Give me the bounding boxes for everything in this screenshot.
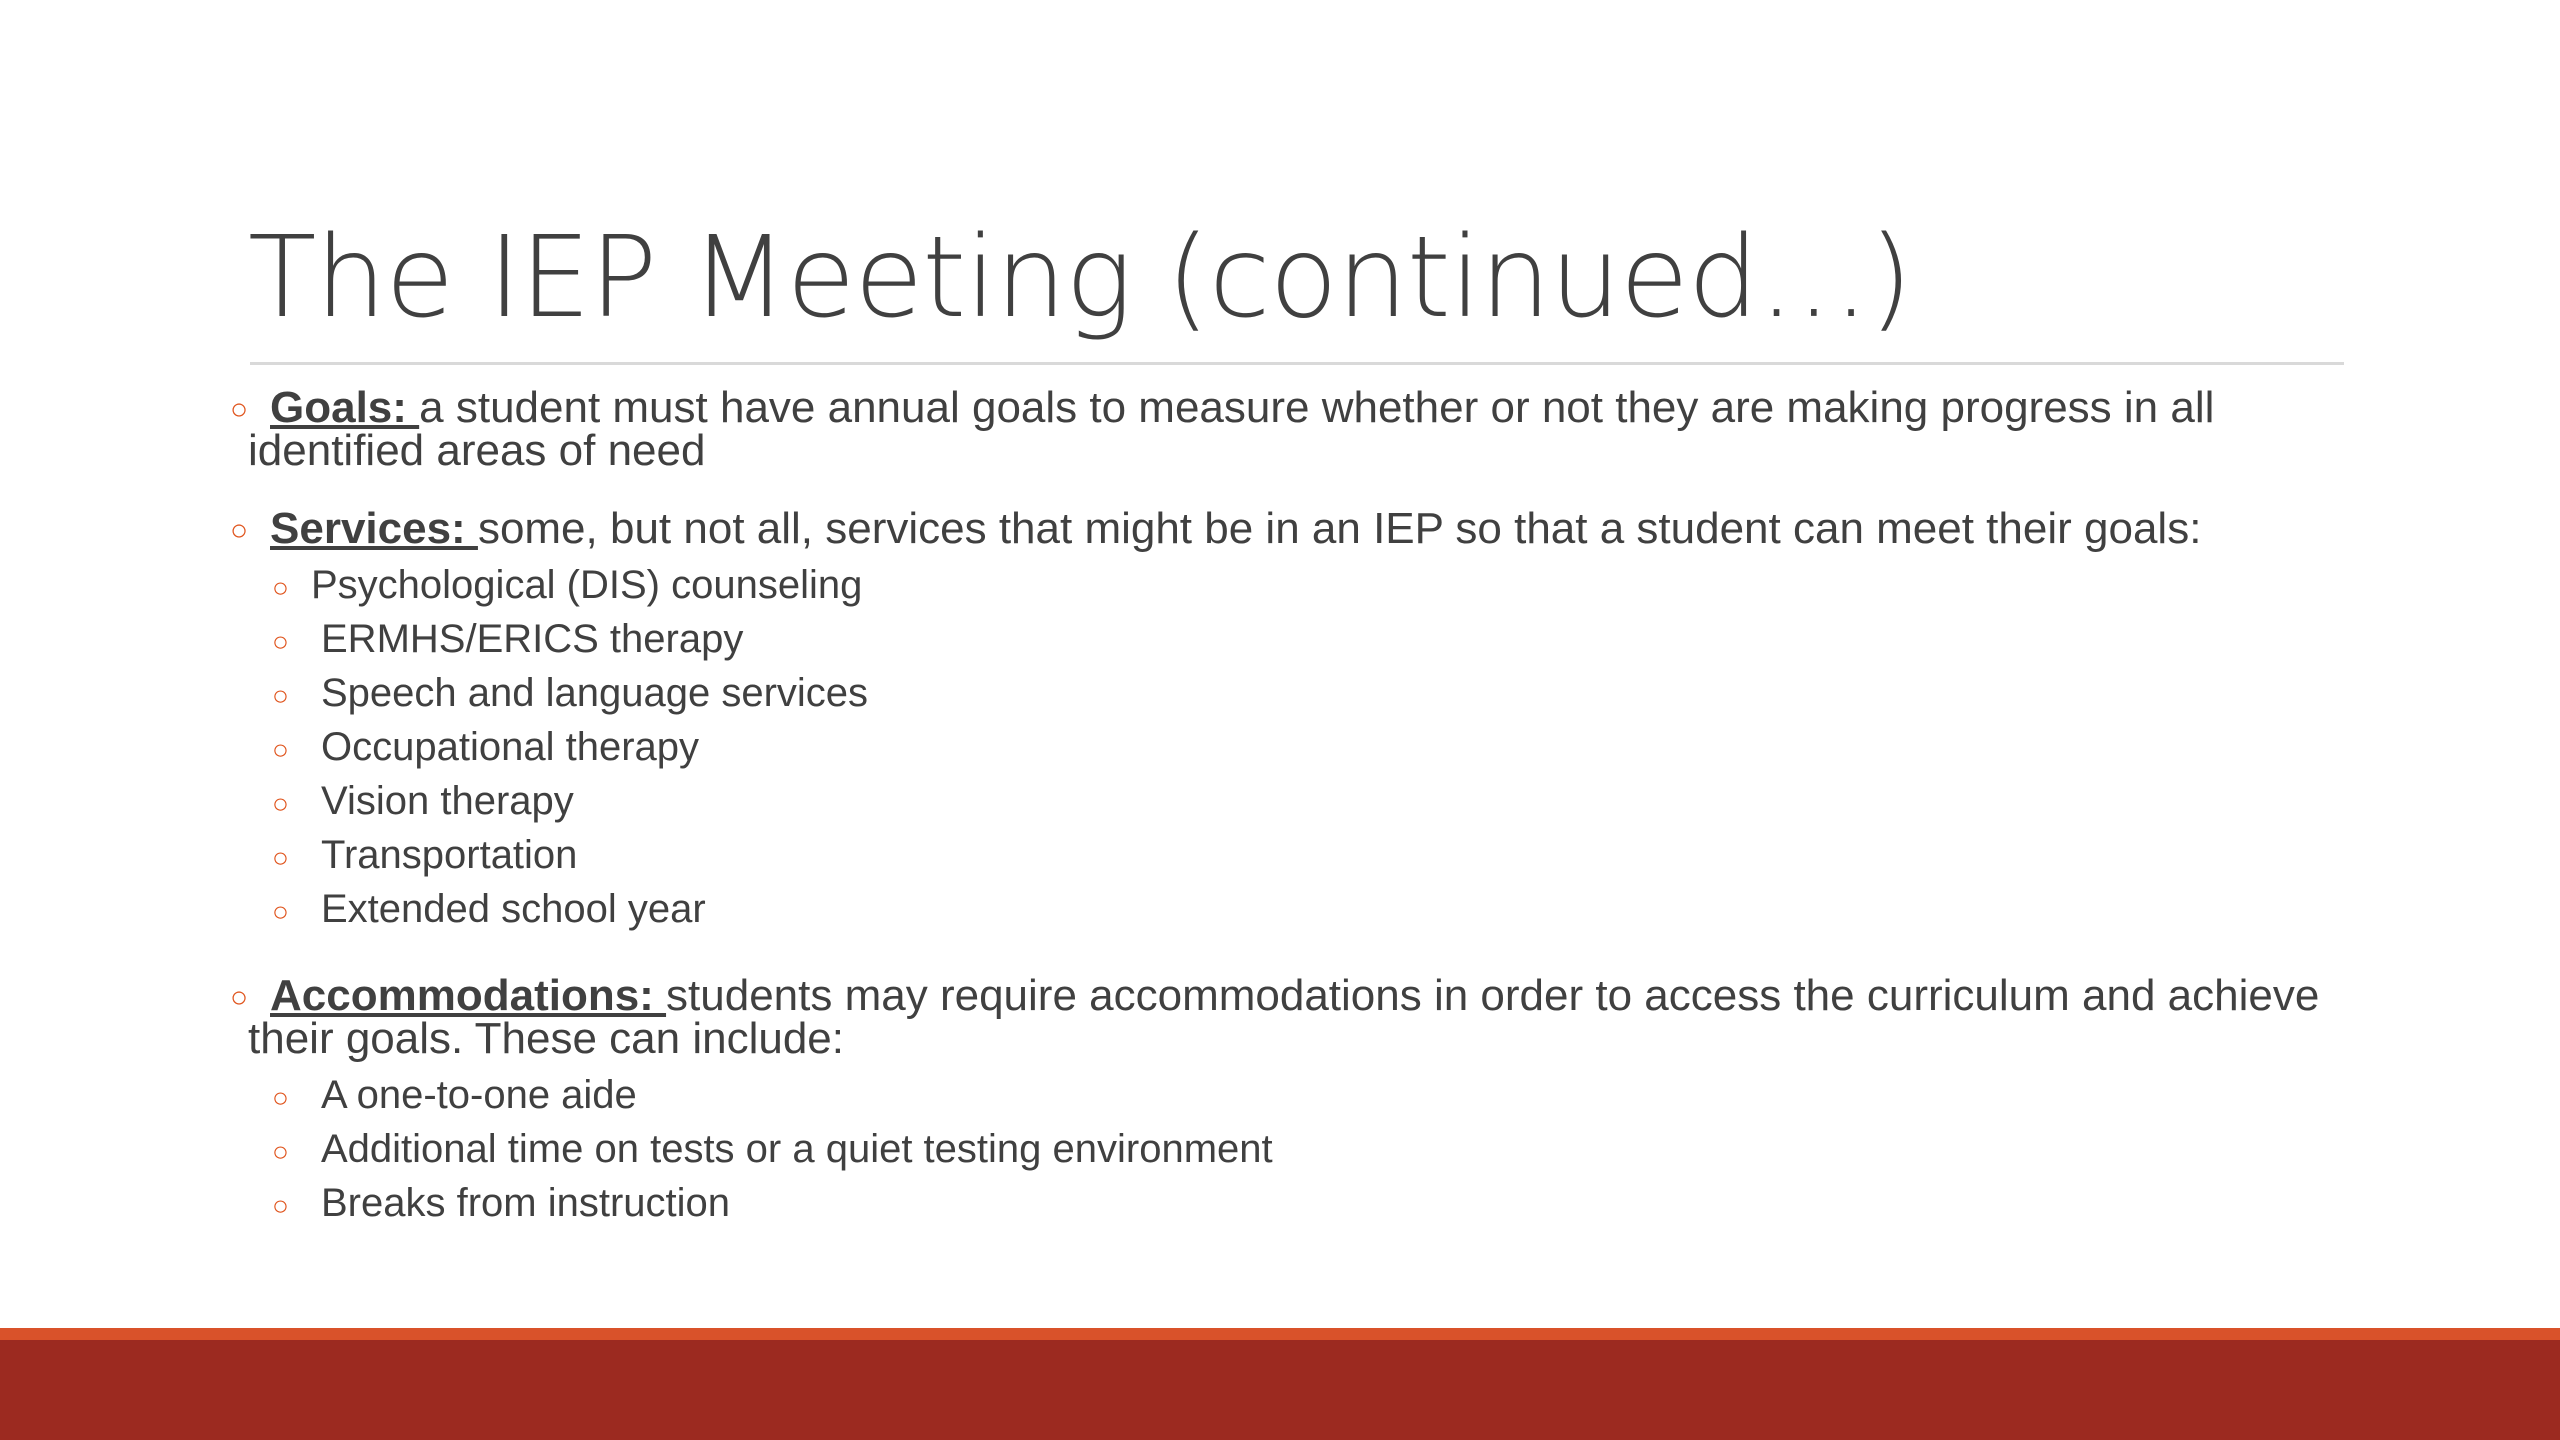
list-item-text: Extended school year	[321, 887, 706, 931]
hollow-circle-bullet-icon: ○	[272, 896, 289, 927]
hollow-circle-bullet-icon: ○	[230, 393, 249, 426]
bullet-text: students may require accommodations in order to access the curriculum and achieve their goals. These can include:	[248, 971, 2320, 1063]
bullet-term: Goals:	[270, 383, 420, 432]
hollow-circle-bullet-icon: ○	[272, 1136, 289, 1167]
list-item-text: Additional time on tests or a quiet testing environment	[321, 1127, 1273, 1171]
bullet-accommodations	[228, 971, 2338, 1063]
list-item	[228, 720, 2338, 774]
list-item	[228, 558, 2338, 612]
list-item	[228, 828, 2338, 882]
list-item	[228, 1176, 2338, 1230]
list-item-text: Vision therapy	[321, 779, 574, 823]
hollow-circle-bullet-icon: ○	[272, 842, 289, 873]
hollow-circle-bullet-icon: ○	[230, 981, 249, 1014]
list-item-text: Breaks from instruction	[321, 1181, 731, 1225]
bullet-text: a student must have annual goals to measure whether or not they are making progress in all identified areas of need	[248, 383, 2215, 475]
slide-body	[228, 383, 2338, 1268]
title-divider	[250, 362, 2344, 365]
bullet-text: some, but not all, services that might be in an IEP so that a student can meet their goals:	[477, 504, 2202, 553]
list-item	[228, 666, 2338, 720]
hollow-circle-bullet-icon: ○	[272, 734, 289, 765]
bullet-services	[228, 504, 2338, 553]
list-item	[228, 882, 2338, 936]
hollow-circle-bullet-icon: ○	[272, 1082, 289, 1113]
accommodations-sublist	[228, 1068, 2338, 1230]
list-item-text: Occupational therapy	[321, 725, 700, 769]
hollow-circle-bullet-icon: ○	[272, 626, 289, 657]
list-item-text: ERMHS/ERICS therapy	[321, 617, 744, 661]
list-item	[228, 1122, 2338, 1176]
list-item-text: Speech and language services	[321, 671, 869, 715]
list-item-text: Transportation	[321, 833, 578, 877]
bullet-term: Accommodations:	[270, 971, 667, 1020]
list-item-text: A one-to-one aide	[321, 1073, 637, 1117]
services-sublist	[228, 558, 2338, 936]
slide-title: The IEP Meeting (continued…)	[248, 213, 1912, 343]
bullet-goals	[228, 383, 2338, 475]
footer-accent-stripe	[0, 1328, 2560, 1340]
hollow-circle-bullet-icon: ○	[272, 788, 289, 819]
bullet-term: Services:	[270, 504, 478, 553]
list-item-text: Psychological (DIS) counseling	[311, 563, 863, 607]
hollow-circle-bullet-icon: ○	[272, 680, 289, 711]
list-item	[228, 774, 2338, 828]
hollow-circle-bullet-icon: ○	[272, 572, 289, 603]
footer-band	[0, 1328, 2560, 1440]
hollow-circle-bullet-icon: ○	[272, 1190, 289, 1221]
list-item	[228, 612, 2338, 666]
hollow-circle-bullet-icon: ○	[230, 514, 249, 547]
list-item	[228, 1068, 2338, 1122]
